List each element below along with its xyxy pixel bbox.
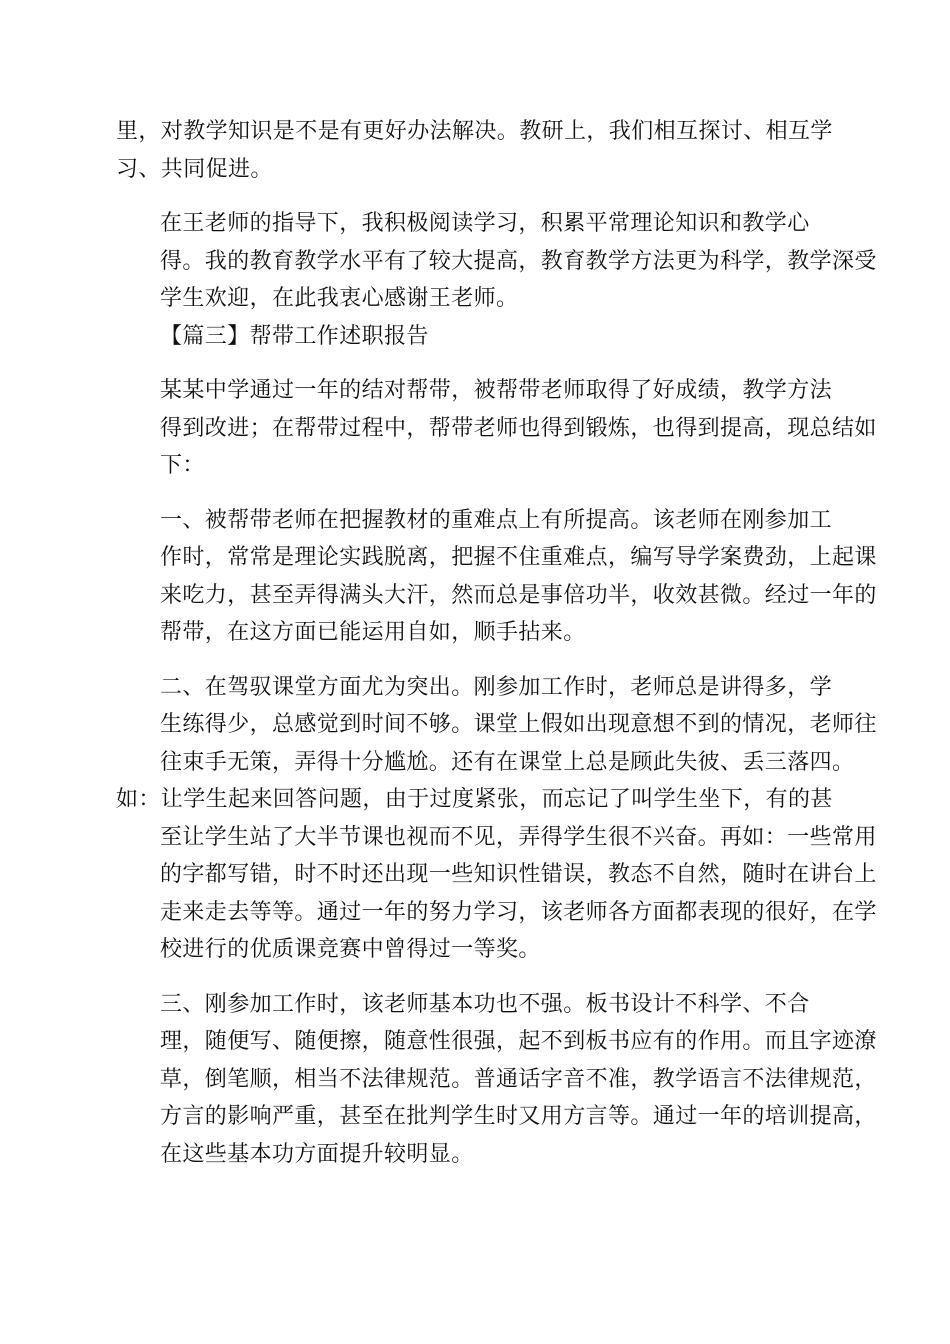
paragraph-point-one bbox=[116, 502, 877, 652]
text-line: 在这些基本功方面提升较明显。 bbox=[160, 1141, 474, 1167]
text-line: 二、在驾驭课堂方面尤为突出。刚参加工作时，老师总是讲得多，学 bbox=[160, 674, 833, 700]
text-line: 的字都写错，时不时还出现一些知识性错误，教态不自然，随时在讲台上 bbox=[160, 862, 877, 887]
text-line: 帮带，在这方面已能运用自如，顺手拈来。 bbox=[160, 620, 586, 645]
text-line: 如：让学生起来回答问题，由于过度紧张，而忘记了叫学生坐下，有的甚 bbox=[116, 787, 833, 812]
text-line: 来吃力，甚至弄得满头大汗，然而总是事倍功半，收效甚微。经过一年的 bbox=[160, 582, 877, 608]
document-body bbox=[116, 113, 877, 1173]
section-heading bbox=[116, 318, 834, 356]
text-line: 校进行的优质课竞赛中曾得过一等奖。 bbox=[160, 937, 541, 962]
text-line: 习、共同促进。 bbox=[116, 156, 273, 182]
text-line: 三、刚参加工作时，该老师基本功也不强。板书设计不科学、不合 bbox=[160, 991, 810, 1017]
text-line: 草，倒笔顺，相当不法律规范。普通话字音不准，教学语言不法律规范， bbox=[160, 1066, 877, 1092]
text-line: 得。我的教育教学水平有了较大提高，教育教学方法更为科学，教学深受 bbox=[160, 248, 877, 274]
paragraph-point-two bbox=[116, 669, 877, 969]
text-line: 生练得少，总感觉到时间不够。课堂上假如出现意想不到的情况，老师往 bbox=[160, 712, 877, 737]
text-line: 理，随便写、随便擦，随意性很强，起不到板书应有的作用。而且字迹潦 bbox=[160, 1029, 877, 1054]
text-line: 某某中学通过一年的结对帮带，被帮带老师取得了好成绩，教学方法 bbox=[160, 378, 833, 403]
section-heading-text: 【篇三】帮带工作述职报告 bbox=[160, 323, 429, 349]
text-line: 至让学生站了大半节课也视而不见，弄得学生很不兴奋。再如：一些常用 bbox=[160, 824, 877, 850]
paragraph-thanks bbox=[116, 205, 877, 318]
text-line: 一、被帮带老师在把握教材的重难点上有所提高。该老师在刚参加工 bbox=[160, 507, 833, 533]
paragraph-continuation bbox=[116, 113, 834, 188]
text-line: 往束手无策，弄得十分尴尬。还有在课堂上总是顾此失彼、丢三落四。 bbox=[160, 749, 855, 775]
text-line: 在王老师的指导下，我积极阅读学习，积累平常理论知识和教学心 bbox=[160, 211, 810, 236]
text-line: 方言的影响严重，甚至在批判学生时又用方言等。通过一年的培训提高， bbox=[160, 1104, 877, 1129]
paragraph-intro bbox=[116, 372, 877, 485]
text-line: 作时，常常是理论实践脱离，把握不住重难点，编写导学案费劲，上起课 bbox=[160, 545, 877, 570]
text-line: 得到改进；在帮带过程中，帮带老师也得到锻炼，也得到提高，现总结如 bbox=[160, 415, 877, 441]
text-line: 学生欢迎，在此我衷心感谢王老师。 bbox=[160, 286, 519, 311]
text-line: 里，对教学知识是不是有更好办法解决。教研上，我们相互探讨、相互学 bbox=[116, 119, 833, 144]
paragraph-point-three bbox=[116, 986, 877, 1174]
text-line: 下： bbox=[160, 453, 205, 478]
text-line: 走来走去等等。通过一年的努力学习，该老师各方面都表现的很好，在学 bbox=[160, 899, 877, 925]
